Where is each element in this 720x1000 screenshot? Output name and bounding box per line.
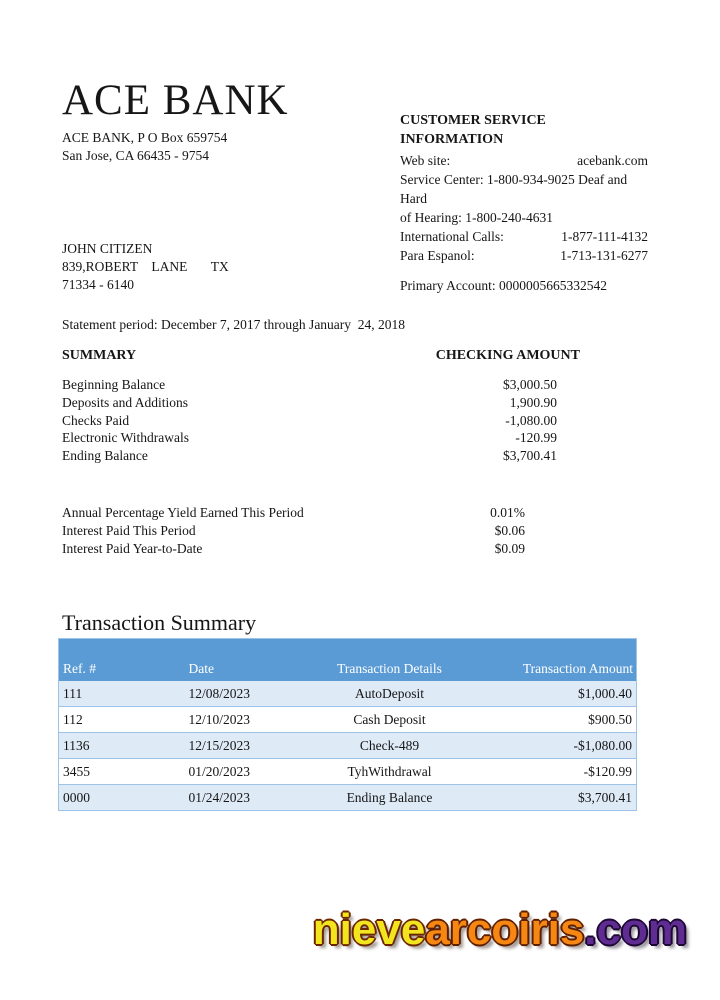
cell-date: 01/24/2023 [184, 785, 297, 811]
interest-row [62, 522, 525, 540]
interest-row [62, 540, 525, 558]
cell-amount: $3,700.41 [483, 785, 637, 811]
interest-value: $0.06 [494, 523, 525, 538]
bank-address-line1: ACE BANK, P O Box 659754 [62, 130, 228, 145]
customer-service-info [400, 111, 648, 295]
cell-details: Ending Balance [297, 785, 483, 811]
summary-row [62, 394, 557, 412]
customer-address-line1: 839,ROBERT LANE TX [62, 259, 229, 274]
summary-label: Deposits and Additions [62, 394, 189, 410]
website-label: Web site: [400, 153, 451, 168]
interest-rows [62, 504, 525, 558]
customer-service-heading: CUSTOMER SERVICE INFORMATION [400, 113, 546, 147]
summary-row [62, 412, 557, 430]
cell-amount: -$120.99 [483, 759, 637, 785]
summary-value: 1,900.90 [509, 394, 557, 410]
cell-details: Check-489 [297, 733, 483, 759]
cell-amount: -$1,080.00 [483, 733, 637, 759]
website-value: acebank.com [577, 153, 648, 168]
watermark-part3: .com [584, 905, 687, 954]
summary-label: Electronic Withdrawals [62, 430, 190, 446]
cell-date: 01/20/2023 [184, 759, 297, 785]
summary-row [62, 376, 557, 394]
cell-date: 12/15/2023 [184, 733, 297, 759]
summary-row [62, 447, 557, 465]
table-row [59, 707, 637, 733]
transaction-summary-heading: Transaction Summary [62, 610, 257, 635]
interest-value: 0.01% [490, 505, 525, 520]
table-row [59, 681, 637, 707]
bank-identity [62, 78, 289, 165]
cell-ref: 112 [59, 707, 184, 733]
column-header-ref: Ref. # [59, 639, 184, 682]
summary-label: Beginning Balance [62, 377, 166, 392]
summary-label: Ending Balance [62, 448, 148, 464]
transaction-table [58, 638, 637, 811]
table-row [59, 759, 637, 785]
bank-logo-text: ACE BANK [62, 77, 289, 124]
summary-heading: SUMMARY [62, 348, 137, 363]
summary-value: $3,000.50 [503, 377, 557, 392]
cell-ref: 1136 [59, 733, 184, 759]
cell-ref: 0000 [59, 785, 184, 811]
para-espanol-value: 1-713-131-6277 [560, 248, 648, 263]
column-header-amount: Transaction Amount [483, 639, 637, 682]
interest-row [62, 504, 525, 522]
customer-address-line2: 71334 - 6140 [62, 277, 134, 292]
watermark-part1: nieve [312, 905, 426, 954]
cell-amount: $900.50 [483, 707, 637, 733]
primary-account: Primary Account: 0000005665332542 [400, 278, 607, 293]
summary-label: Checks Paid [62, 412, 130, 428]
cell-ref: 111 [59, 681, 184, 707]
summary-value: $3,700.41 [503, 448, 557, 464]
summary-row [62, 429, 557, 447]
summary-value: -120.99 [515, 430, 557, 446]
international-calls-label: International Calls: [400, 229, 504, 244]
checking-amount-heading: CHECKING AMOUNT [435, 348, 580, 363]
table-row [59, 785, 637, 811]
interest-value: $0.09 [494, 541, 525, 556]
customer-address [62, 240, 229, 294]
summary-value: -1,080.00 [505, 412, 557, 428]
summary-rows [62, 376, 557, 465]
bank-address-line2: San Jose, CA 66435 - 9754 [62, 148, 210, 163]
summary-header-row [62, 348, 580, 364]
watermark-part2: arcoiris [425, 905, 585, 954]
statement-period: Statement period: December 7, 2017 through January 24, 2018 [62, 317, 406, 332]
interest-label: Interest Paid Year-to-Date [62, 541, 203, 556]
site-watermark [313, 905, 687, 955]
international-calls-value: 1-877-111-4132 [561, 229, 648, 244]
cell-details: Cash Deposit [297, 707, 483, 733]
cell-ref: 3455 [59, 759, 184, 785]
interest-label: Interest Paid This Period [62, 523, 196, 538]
service-center-line1: Service Center: 1-800-934-9025 Deaf and Hard [400, 172, 628, 206]
column-header-date: Date [184, 639, 297, 682]
cell-details: TyhWithdrawal [297, 759, 483, 785]
cell-date: 12/08/2023 [184, 681, 297, 707]
cell-date: 12/10/2023 [184, 707, 297, 733]
service-center-line2: of Hearing: 1-800-240-4631 [400, 210, 553, 225]
customer-name: JOHN CITIZEN [62, 241, 153, 256]
cell-amount: $1,000.40 [483, 681, 637, 707]
column-header-details: Transaction Details [297, 639, 483, 682]
interest-label: Annual Percentage Yield Earned This Period [62, 505, 304, 520]
table-header-row [59, 639, 637, 682]
table-row [59, 733, 637, 759]
cell-details: AutoDeposit [297, 681, 483, 707]
para-espanol-label: Para Espanol: [400, 248, 475, 263]
